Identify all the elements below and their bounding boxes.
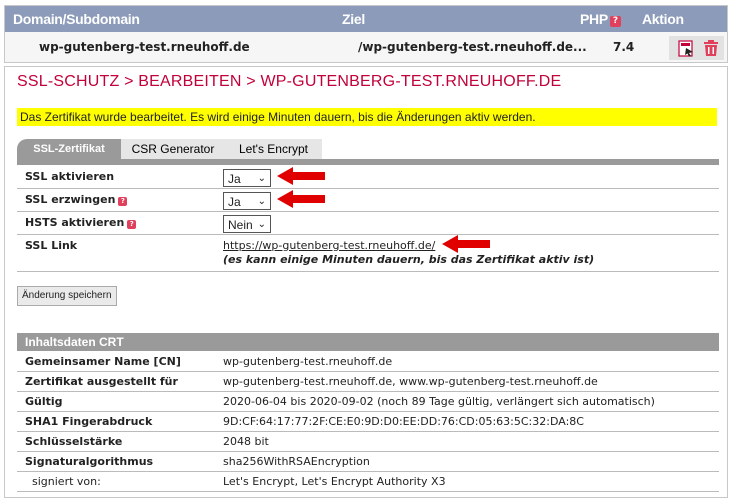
page-title: SSL-SCHUTZ > BEARBEITEN > WP-GUTENBERG-TEST.RNEUHOFF.DE	[17, 73, 562, 90]
crt-row	[17, 472, 719, 492]
row-ssl-link	[17, 235, 719, 272]
crt-key: signiert von:	[32, 475, 101, 488]
crt-row	[17, 432, 719, 452]
row-ssl-force	[17, 189, 719, 212]
target-cell: /wp-gutenberg-test.rneuhoff.de...	[358, 40, 587, 54]
php-version-cell: 7.4	[613, 40, 635, 54]
row-ssl-activate	[17, 166, 719, 189]
crt-row	[17, 352, 719, 372]
domain-table	[4, 5, 728, 63]
crt-row	[17, 452, 719, 472]
tab-lets-encrypt[interactable]: Let's Encrypt	[225, 139, 322, 159]
crt-key: Gemeinsamer Name [CN]	[25, 355, 181, 368]
hsts-select[interactable]	[223, 215, 271, 233]
ssl-force-label: SSL erzwingen	[25, 193, 116, 206]
chevron-down-icon: ⌄	[257, 219, 266, 230]
header-action: Aktion	[642, 11, 684, 27]
action-cell	[669, 36, 724, 60]
red-arrow-icon	[277, 190, 325, 208]
hsts-label: HSTS aktivieren	[25, 216, 125, 229]
domain-table-header	[5, 6, 727, 32]
crt-value: sha256WithRSAEncryption	[223, 455, 370, 468]
red-arrow-icon	[442, 235, 490, 253]
ssl-force-select[interactable]	[223, 192, 271, 210]
tab-ssl-certificate[interactable]: SSL-Zertifikat	[17, 139, 121, 159]
tab-underline	[17, 159, 719, 165]
info-icon[interactable]: ?	[118, 197, 127, 206]
header-domain: Domain/Subdomain	[13, 11, 140, 27]
ssl-link[interactable]: https://wp-gutenberg-test.rneuhoff.de/	[223, 239, 436, 252]
crt-key: Zertifikat ausgestellt für	[25, 375, 178, 388]
crt-section-title: Inhaltsdaten CRT	[17, 333, 719, 351]
ssl-activate-value: Ja	[228, 172, 241, 186]
ssl-link-note: (es kann einige Minuten dauern, bis das Zertifikat aktiv ist)	[223, 253, 595, 266]
crt-value: 9D:CF:64:17:77:2F:CE:E0:9D:D0:EE:DD:76:CD:05:63:5C:32:DA:8C	[223, 415, 584, 428]
header-target: Ziel	[342, 11, 365, 27]
crt-value: Let's Encrypt, Let's Encrypt Authority X3	[223, 475, 446, 488]
crt-value: 2048 bit	[223, 435, 269, 448]
row-hsts	[17, 212, 719, 235]
ssl-force-label-wrap	[25, 193, 127, 206]
crt-value: wp-gutenberg-test.rneuhoff.de, www.wp-gutenberg-test.rneuhoff.de	[223, 375, 598, 388]
hsts-value: Nein	[228, 218, 253, 232]
crt-key: Gültig	[25, 395, 63, 408]
save-button[interactable]: Änderung speichern	[17, 286, 117, 306]
ssl-edit-panel	[4, 66, 728, 498]
ssl-link-label: SSL Link	[25, 239, 78, 252]
header-php	[580, 11, 618, 27]
crt-value: wp-gutenberg-test.rneuhoff.de	[223, 355, 393, 368]
crt-row	[17, 392, 719, 412]
chevron-down-icon: ⌄	[257, 196, 266, 207]
info-icon[interactable]: ?	[127, 220, 136, 229]
domain-cell: wp-gutenberg-test.rneuhoff.de	[39, 40, 250, 54]
header-php-label: PHP	[580, 11, 608, 27]
crt-row	[17, 372, 719, 392]
tab-csr-generator[interactable]: CSR Generator	[121, 139, 225, 159]
crt-key: Signaturalgorithmus	[25, 455, 154, 468]
ssl-activate-select[interactable]	[223, 169, 271, 187]
crt-key: Schlüsselstärke	[25, 435, 123, 448]
crt-key: SHA1 Fingerabdruck	[25, 415, 153, 428]
php-info-icon[interactable]: ?	[610, 16, 621, 27]
crt-row	[17, 412, 719, 432]
notice-banner: Das Zertifikat wurde bearbeitet. Es wird einige Minuten dauern, bis die Änderungen aktiv werden.	[17, 108, 717, 126]
domain-row	[5, 32, 727, 62]
ssl-activate-label: SSL aktivieren	[25, 170, 115, 183]
delete-icon[interactable]	[703, 40, 719, 57]
crt-value: 2020-06-04 bis 2020-09-02 (noch 89 Tage gültig, verlängert sich automatisch)	[223, 395, 655, 408]
red-arrow-icon	[277, 167, 325, 185]
ssl-edit-icon[interactable]	[678, 40, 695, 57]
ssl-force-value: Ja	[228, 195, 241, 209]
chevron-down-icon: ⌄	[257, 173, 266, 184]
hsts-label-wrap	[25, 216, 136, 229]
